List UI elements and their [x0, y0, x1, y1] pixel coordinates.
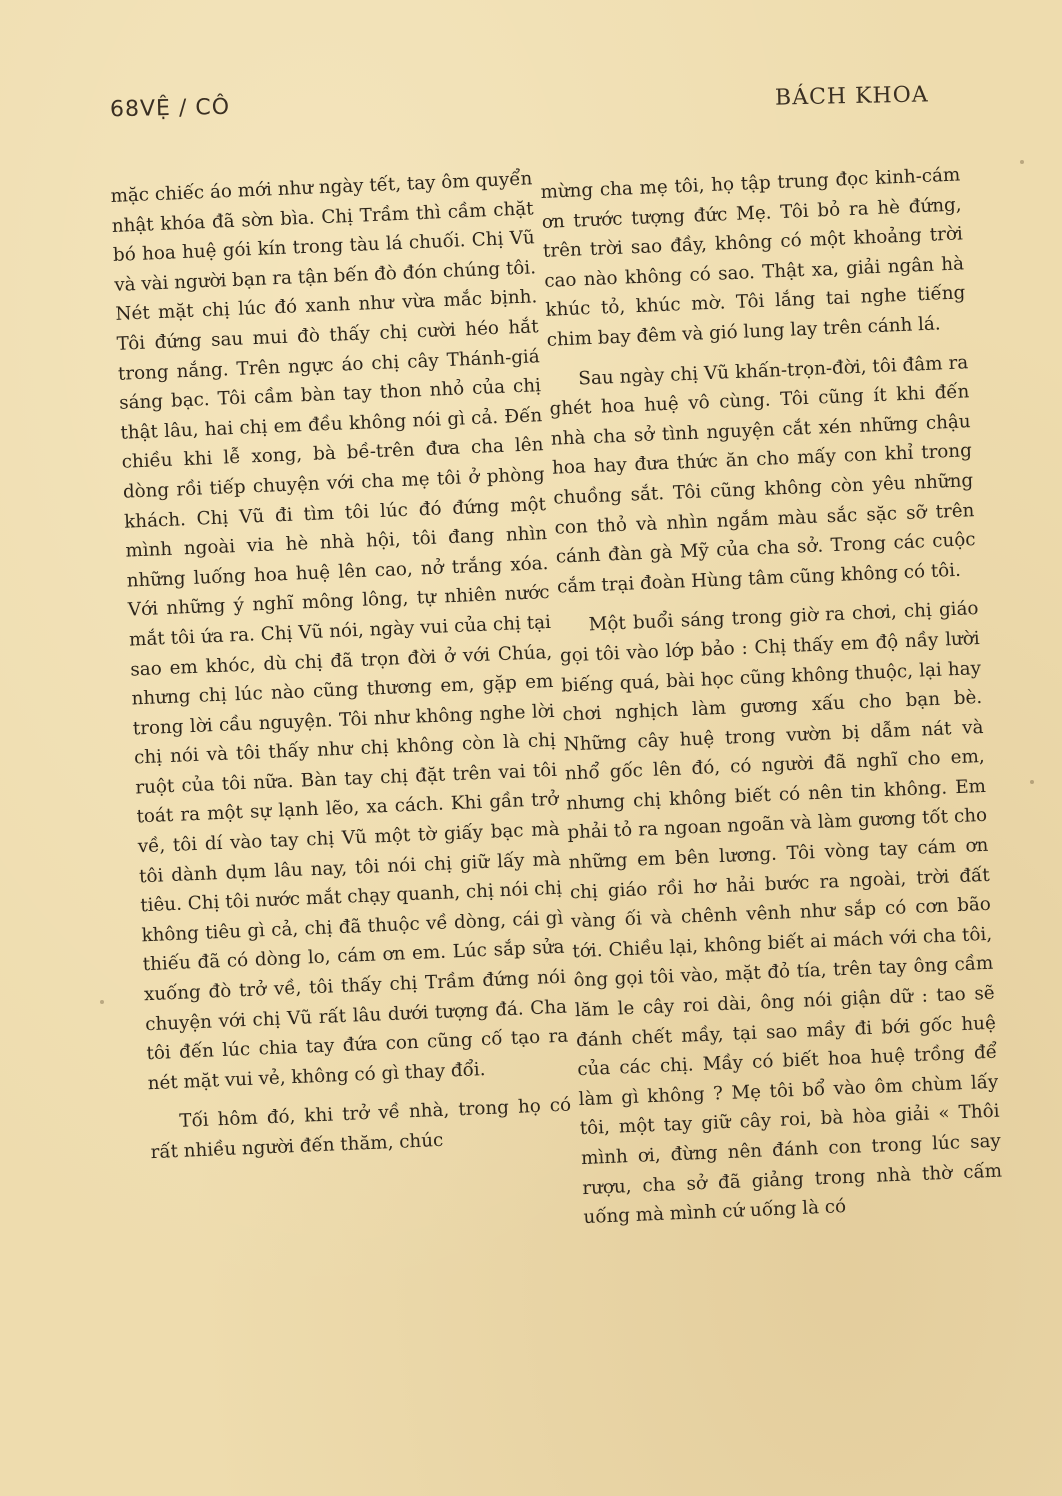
- paragraph: Sau ngày chị Vũ khấn-trọn-đời, tôi đâm ra ghét hoa huệ vô cùng. Tôi cũng ít khi đến nhà cha sở tình nguyện cắt xén những chậu hoa hay đưa thức ăn cho mấy con khỉ trong chuồng sắt. Tôi cũng không còn yêu những con thỏ và nhìn ngắm màu sắc sặc sỡ trên cánh đàn gà Mỹ của cha sở. Trong các cuộc cắm trại đoàn Hùng tâm cũng không có tôi.: [549, 351, 976, 598]
- left-text-column: [110, 164, 573, 1167]
- paragraph: mừng cha mẹ tôi, họ tập trung đọc kinh-cám ơn trước tượng đức Mẹ. Tôi bỏ ra hè đứng, trên trời sao đầy, không có một khoảng trời cao nào không có sao. Thật xa, giải ngân hà khúc tỏ, khúc mờ. Tôi lắng tai nghe tiếng chim bay đêm và gió lung lay trên cánh lá.: [540, 164, 966, 351]
- paragraph: mặc chiếc áo mới như ngày tết, tay ôm quyển nhật khóa đã sờn bìa. Chị Trầm thì cầm chặt bó hoa huệ gói kín trong tàu lá chuối. Chị Vũ và vài người bạn ra tận bến đò đón chúng tôi. Nét mặt chị lúc đó xanh như vừa mắc bịnh. Tôi đứng sau mui đò thấy chị cười héo hắt trong nắng. Trên ngực áo chị cây Thánh-giá sáng bạc. Tôi cầm bàn tay thon nhỏ của chị thật lâu, hai chị em đều không nói gì cả. Đến chiều khi lễ xong, bà bề-trên đưa cha lên dòng rồi tiếp chuyện với cha mẹ tôi ở phòng khách. Chị Vũ đi tìm tôi lúc đó đứng một mình ngoài via hè nhà hội, tôi đang nhìn những luống hoa huệ lên cao, nở trắng xóa. Với những ý nghĩ mông lông, tự nhiên nước mắt tôi ứa ra. Chị Vũ nói, ngày vui của chị tại sao em khóc, dù chị đã trọn đời ở với Chúa, nhưng chị lúc nào cũng thương em, gặp em trong lời cầu nguyện. Tôi như không nghe lời chị nói và tôi thấy như chị không còn là chị ruột của tôi nữa. Bàn tay chị đặt trên vai tôi toát ra một sự lạnh lẽo, xa cách. Khi gần trở về, tôi dí vào tay chị Vũ một tờ giấy bạc mà tôi dành dụm lâu nay, tôi nói chị giữ lấy mà tiêu. Chị tôi nước mắt chạy quanh, chị nói chị không tiêu gì cả, chị đã thuộc về dòng, cái gì thiếu đã có dòng lo, cám ơn em. Lúc sắp sửa xuống đò trở về, tôi thấy chị Trầm đứng nói chuyện với chị Vũ rất lâu dưới tượng đá. Cha tôi đến lúc chia tay đứa con cũng cố tạo ra nét mặt vui vẻ, không có gì thay đổi.: [110, 168, 569, 1095]
- right-text-column: [540, 160, 1004, 1232]
- paper-speck: [1030, 780, 1034, 784]
- paper-speck: [1020, 160, 1024, 164]
- paper-speck: [100, 1000, 104, 1004]
- magazine-title-header: BÁCH KHOA: [774, 82, 929, 111]
- page-number-header: 68VỆ / CÔ: [109, 94, 231, 123]
- paragraph: Một buổi sáng trong giờ ra chơi, chị giáo gọi tôi vào lớp bảo : Chị thấy em độ nầy lười biếng quá, bài học cũng không thuộc, lại hay chơi nghịch làm gương xấu cho bạn bè. Những cây huệ trong vườn bị dẫm nát và nhổ gốc lên đó, có người đã nghĩ cho em, nhưng chị không biết có nên tin không. Em phải tỏ ra ngoan ngoãn và làm gương tốt cho những em bên lương. Tôi vòng tay cám ơn chị giáo rồi hơ hải bước ra ngoài, trời đất vàng ối và chênh vênh như sắp có cơn bão tới. Chiều lại, không biết ai mách với cha tôi, ông gọi tôi vào, mặt đỏ tía, trên tay ông cầm lăm le cây roi dài, ông nói giận dữ : tao sẽ đánh chết mầy, tại sao mầy đi bới gốc huệ của các chị. Mầy có biết hoa huệ trồng để làm gì không ? Mẹ tôi bổ vào ôm chùm lấy tôi, một tay giữ cây roi, bà hòa giải « Thôi mình ơi, đừng nên đánh con trong lúc say rượu, cha sở đã giảng trong nhà thờ cấm uống mà mình cứ uống là có: [559, 598, 1003, 1229]
- paragraph: Tối hôm đó, khi trở về nhà, trong họ có rất nhiều người đến thăm, chúc: [150, 1094, 572, 1164]
